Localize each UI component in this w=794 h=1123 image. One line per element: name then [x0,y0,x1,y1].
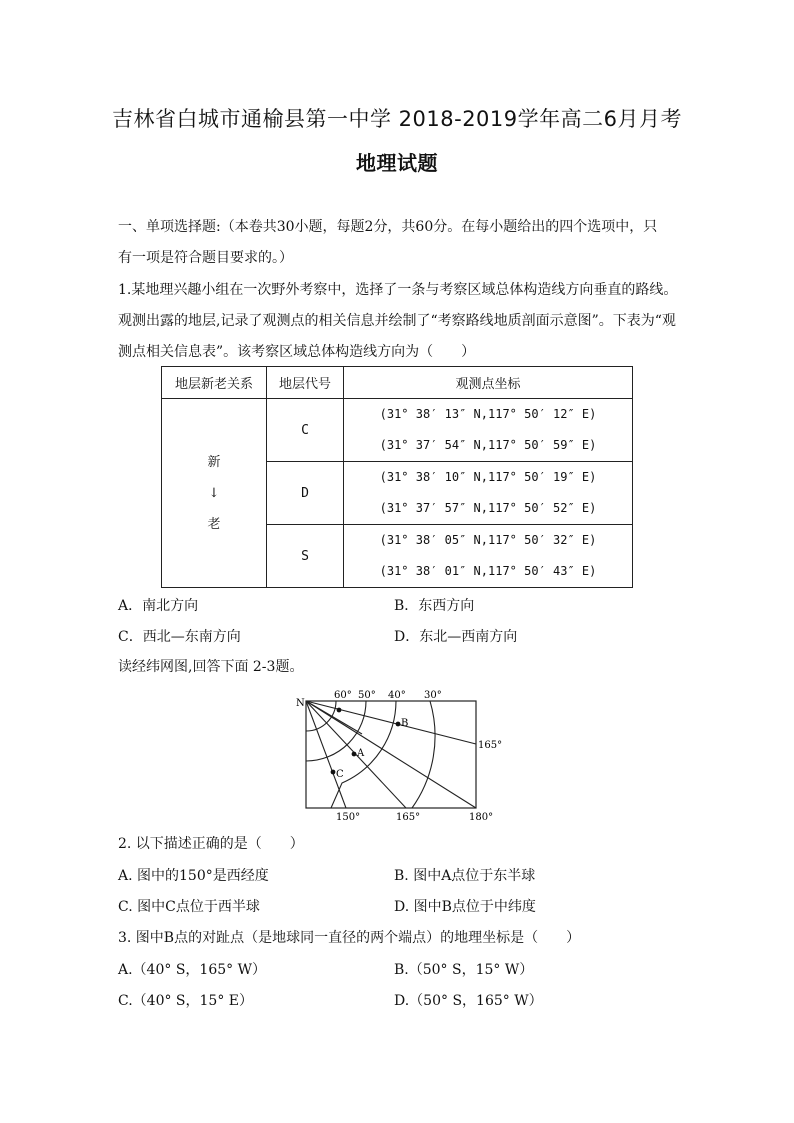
table-header: 地层新老关系 [162,367,267,399]
q2-option-d: D. 图中B点位于中纬度 [394,899,536,915]
q1-option-a: A．南北方向 [118,598,199,614]
stratum-code: S [267,525,344,588]
intro-q2-q3: 读经纬网图,回答下面 2-3题。 [118,659,304,675]
lat-label-40: 40° [388,690,406,701]
table-header-row [162,367,633,399]
q3-option-c: C.（40° S，15° E） [118,993,254,1009]
q2-option-c: C. 图中C点位于西半球 [118,899,260,915]
coord-value: (31° 38′ 10″ N,117° 50′ 19″ E) [379,470,597,484]
lon-label-150: 150° [336,812,361,823]
coord-cell [344,525,633,588]
q2-option-b: B. 图中A点位于东半球 [394,868,536,884]
q1-option-d: D．东北—西南方向 [394,629,518,645]
q3-option-b: B.（50° S，15° W） [394,962,534,978]
table-header: 观测点坐标 [344,367,633,399]
pole-label: N [296,698,305,709]
q1-option-c: C．西北—东南方向 [118,629,241,645]
q2-stem: 2. 以下描述正确的是（ ） [118,836,304,852]
stratum-code: D [267,462,344,525]
point-unlabeled [337,708,342,713]
lon-label-165: 165° [396,812,421,823]
coord-value: (31° 38′ 05″ N,117° 50′ 32″ E) [379,533,597,547]
coord-cell [344,399,633,462]
q1-stem-line3: 测点相关信息表”。该考察区域总体构造线方向为（ ） [118,344,476,360]
age-old: 老 [207,516,221,532]
coord-cell [344,462,633,525]
stratum-code: C [267,399,344,462]
meridian-165-side [306,701,476,744]
age-arrow: ↓ [208,485,220,501]
q1-stem-line1: 1.某地理兴趣小组在一次野外考察中，选择了一条与考察区域总体构造线方向垂直的路线。 [118,282,678,298]
meridian-150 [306,701,346,808]
coord-value: (31° 38′ 01″ N,117° 50′ 43″ E) [379,564,597,578]
side-lon-label: 165° [478,740,502,751]
point-c [331,770,336,775]
lat-label-50: 50° [358,690,376,701]
age-new: 新 [207,454,221,470]
point-b-label: B [401,718,409,729]
graticule-figure [292,686,502,824]
q2-option-a: A. 图中的150°是西经度 [118,868,269,884]
table-header: 地层代号 [267,367,344,399]
observation-table [161,366,633,588]
q3-stem: 3. 图中B点的对趾点（是地球同一直径的两个端点）的地理坐标是（ ） [118,930,581,946]
q1-stem-line2: 观测出露的地层,记录了观测点的相关信息并绘制了“考察路线地质剖面示意图”。下表为“观 [118,313,676,329]
document-title: 吉林省白城市通榆县第一中学 2018-2019学年高二6月月考 [112,107,682,131]
document-subtitle: 地理试题 [356,151,438,175]
point-a-label: A [357,748,365,759]
section-header-line1: 一、单项选择题:（本卷共30小题，每题2分，共60分。在每小题给出的四个选项中，只 [118,219,658,235]
q3-option-a: A.（40° S，165° W） [118,962,266,978]
section-header-line2: 有一项是符合题目要求的。） [118,250,293,266]
meridian-extra [306,701,362,734]
point-a [352,752,357,757]
coord-value: (31° 38′ 13″ N,117° 50′ 12″ E) [379,407,597,421]
lon-label-180: 180° [469,812,494,823]
age-relation-cell [162,399,267,588]
q1-option-b: B．东西方向 [394,598,475,614]
lat-label-60: 60° [334,690,352,701]
coord-value: (31° 37′ 57″ N,117° 50′ 52″ E) [379,501,597,515]
point-c-label: C [336,769,344,780]
lat-arc-30 [412,701,435,808]
coord-value: (31° 37′ 54″ N,117° 50′ 59″ E) [379,438,597,452]
q3-option-d: D.（50° S，165° W） [394,993,543,1009]
table-row [162,399,633,462]
lat-label-30: 30° [424,690,442,701]
point-b [396,722,401,727]
